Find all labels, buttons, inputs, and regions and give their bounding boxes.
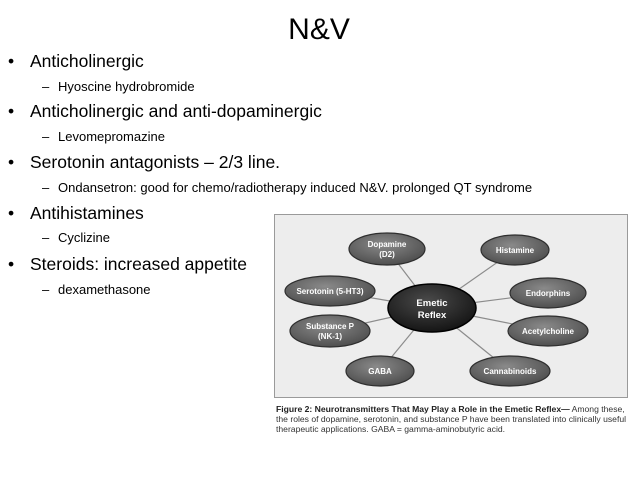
- sub-bullet-text: Levomepromazine: [58, 129, 165, 144]
- node-sublabel: (NK-1): [318, 332, 342, 341]
- node-sublabel: (D2): [379, 250, 395, 259]
- figure-caption: [276, 404, 632, 434]
- bullet-dot-icon: •: [8, 254, 15, 274]
- node-substance-p: [290, 315, 370, 347]
- node-acetylcholine: [508, 316, 588, 346]
- bullet-dot-icon: •: [8, 152, 15, 172]
- node-label: Substance P: [305, 322, 355, 331]
- node-label: Histamine: [495, 246, 535, 255]
- sub-bullet-text: Ondansetron: good for chemo/radiotherapy induced N&V. prolonged QT syndrome: [58, 180, 533, 195]
- slide-title: N&V: [288, 13, 350, 46]
- sub-bullet-item: [42, 229, 110, 246]
- bullet-dot-icon: •: [8, 51, 15, 71]
- emetic-reflex-figure: [274, 214, 634, 448]
- node-label: GABA: [368, 367, 392, 376]
- diagram-box: [274, 214, 628, 398]
- center-label: Emetic: [416, 298, 448, 309]
- center-sublabel: Reflex: [417, 310, 447, 321]
- bullet-text: Anticholinergic: [30, 51, 144, 71]
- node-label: Serotonin (5-HT3): [296, 287, 364, 296]
- bullet-text: Serotonin antagonists – 2/3 line.: [30, 152, 281, 172]
- emetic-reflex-diagram: [275, 215, 627, 397]
- node-label: Acetylcholine: [521, 327, 575, 336]
- node-label: Dopamine: [367, 240, 407, 249]
- bullet-text: Antihistamines: [30, 203, 144, 223]
- sub-bullet-item: [42, 78, 195, 95]
- sub-bullet-dash: –: [42, 180, 50, 195]
- node-endorphins: [510, 278, 586, 308]
- sub-bullet-text: Cyclizine: [58, 230, 111, 245]
- sub-bullet-dash: –: [42, 230, 50, 245]
- bullet-dot-icon: •: [8, 203, 15, 223]
- sub-bullet-text: Hyoscine hydrobromide: [58, 79, 195, 94]
- bullet-text: Anticholinergic and anti-dopaminergic: [30, 101, 322, 121]
- sub-bullet-dash: –: [42, 129, 50, 144]
- sub-bullet-item: [42, 281, 151, 298]
- sub-bullet-dash: –: [42, 79, 50, 94]
- node-serotonin: [285, 276, 375, 306]
- sub-bullet-dash: –: [42, 282, 50, 297]
- bullet-dot-icon: •: [8, 101, 15, 121]
- node-emetic-reflex: [388, 284, 476, 332]
- node-histamine: [481, 235, 549, 265]
- bullet-item: [8, 202, 144, 224]
- sub-bullet-item: [42, 179, 532, 196]
- bullet-item: [8, 100, 322, 122]
- node-label: Endorphins: [525, 289, 571, 298]
- node-label: Cannabinoids: [483, 367, 537, 376]
- bullet-item: [8, 253, 247, 275]
- node-cannabinoids: [470, 356, 550, 386]
- sub-bullet-text: dexamethasone: [58, 282, 151, 297]
- bullet-item: [8, 50, 144, 72]
- caption-body: Among these, the roles of dopamine, serotonin, and substance P have been translated into clinically useful therapeutic applications. GABA = gamma-aminobutyric acid.: [276, 404, 627, 434]
- bullet-item: [8, 151, 280, 173]
- node-dopamine: [349, 233, 425, 265]
- sub-bullet-item: [42, 128, 165, 145]
- node-gaba: [346, 356, 414, 386]
- bullet-text: Steroids: increased appetite: [30, 254, 247, 274]
- caption-title: Figure 2: Neurotransmitters That May Play a Role in the Emetic Reflex—: [276, 404, 570, 414]
